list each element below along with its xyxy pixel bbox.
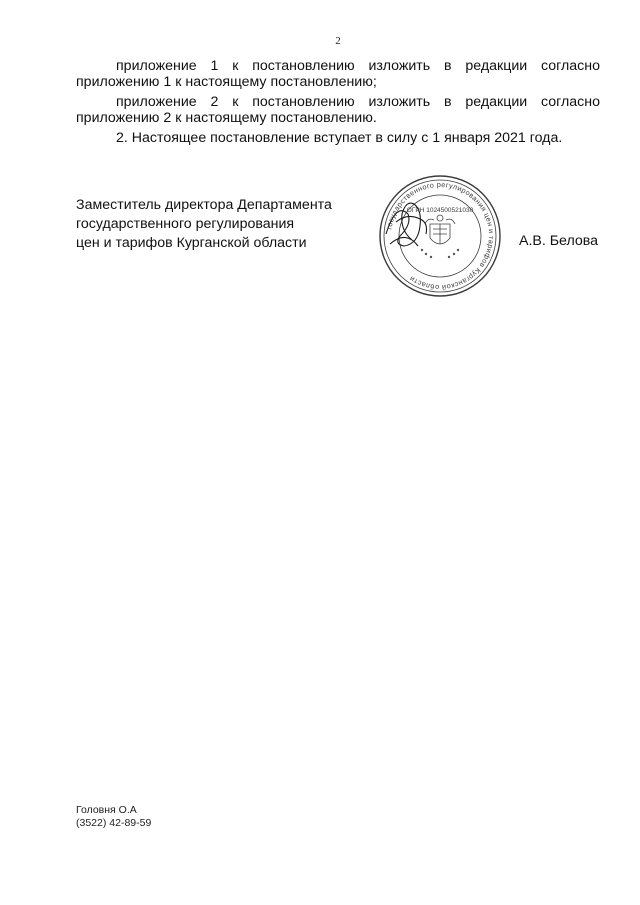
signatory-position xyxy=(76,196,366,253)
paragraph-effective-date: 2. Настоящее постановление вступает в силу с 1 января 2021 года. xyxy=(116,130,563,146)
executor-info xyxy=(76,804,151,830)
page-number: 2 xyxy=(335,35,341,47)
executor-phone: (3522) 42-89-59 xyxy=(76,817,152,829)
paragraph-appendix-2: приложение 2 к постановлению изложить в редакции согласно приложению 2 к настоящему постановлению. xyxy=(76,94,600,126)
signatory-position-line: государственного регулирования xyxy=(76,216,295,232)
signatory-position-line: цен и тарифов Курганской области xyxy=(76,235,307,251)
executor-name: Головня О.А xyxy=(76,804,137,816)
signatory-name: А.В. Белова xyxy=(519,233,599,249)
svg-text:государственного регулирования: государственного регулирования цен и тарифов Курганской области xyxy=(384,179,497,293)
paragraph-appendix-1: приложение 1 к постановлению изложить в редакции согласно приложению 1 к настоящему постановлению; xyxy=(76,58,600,90)
official-seal xyxy=(378,174,502,298)
seal-graphic xyxy=(378,174,502,298)
signatory-position-line: Заместитель директора Департамента xyxy=(76,197,332,213)
svg-text:ОГРН 1024500521030: ОГРН 1024500521030 xyxy=(406,207,474,214)
